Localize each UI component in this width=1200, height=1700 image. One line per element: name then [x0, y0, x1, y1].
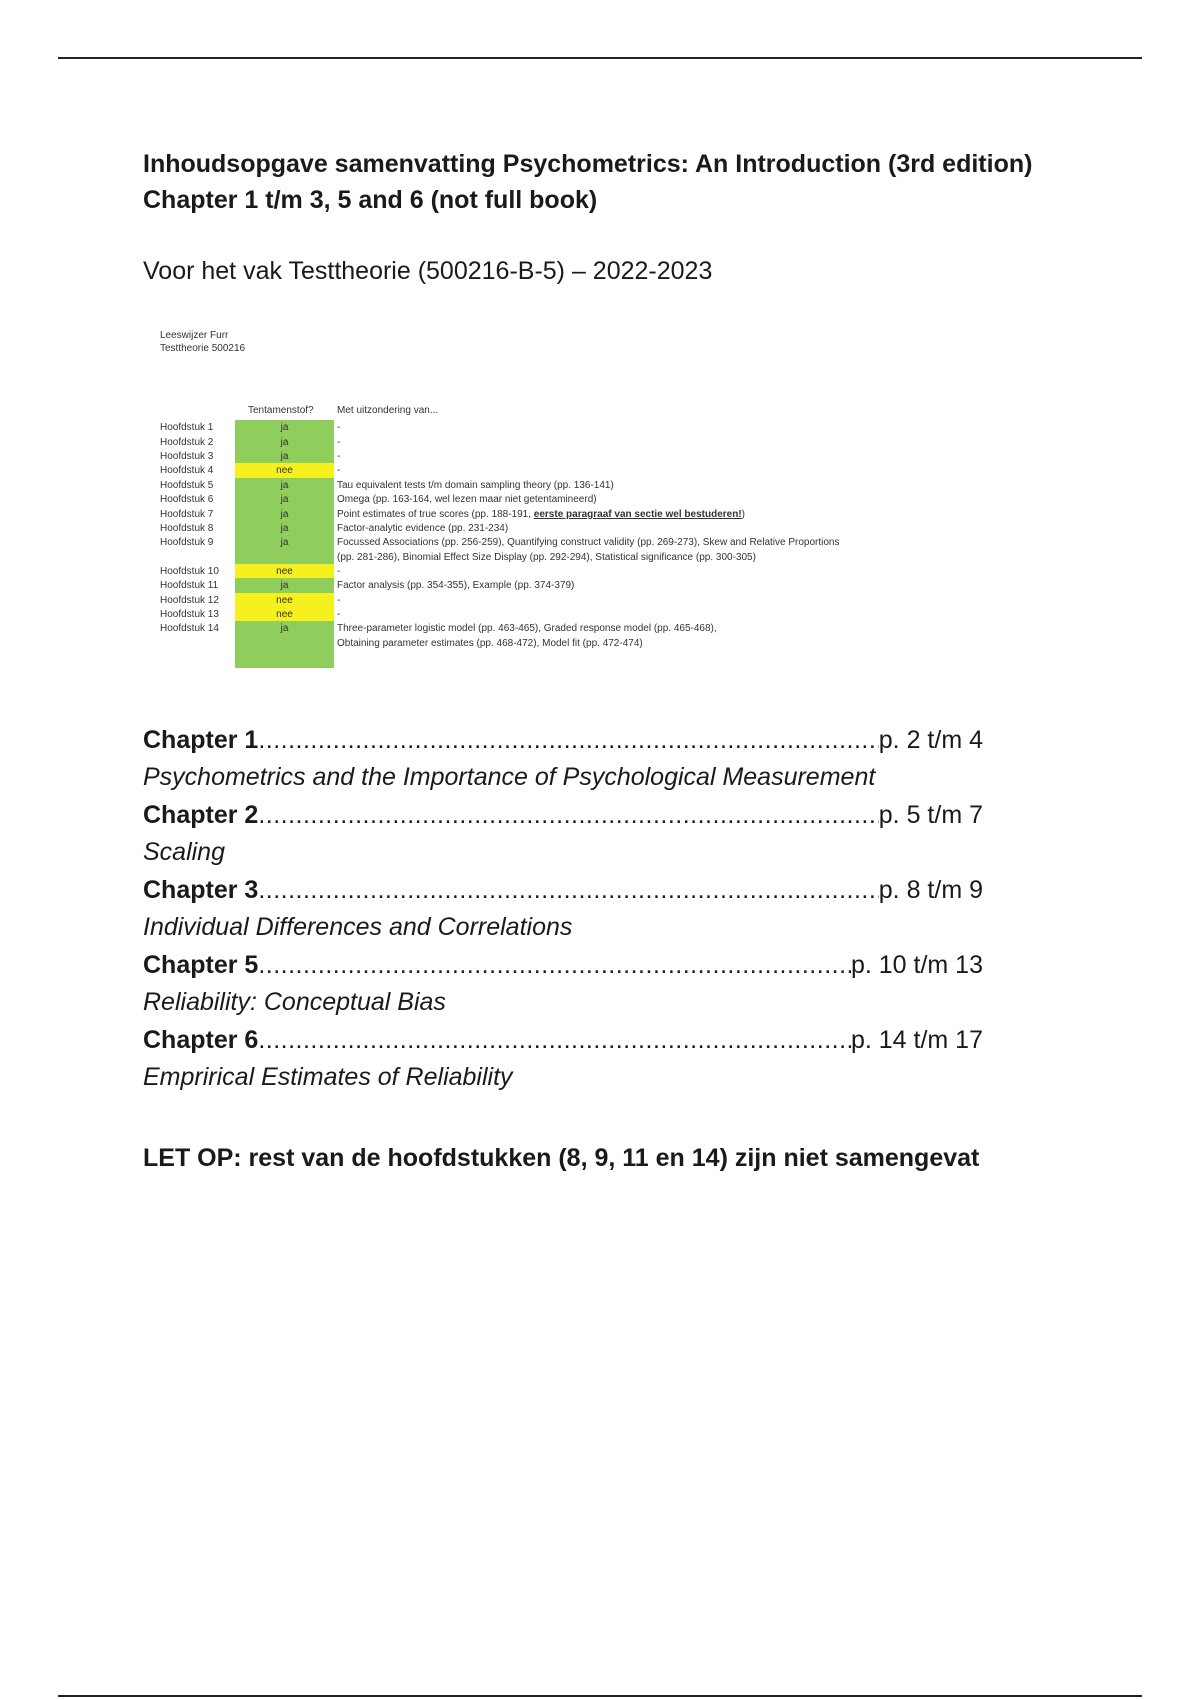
row-status: ja	[235, 492, 334, 507]
toc-entry	[143, 722, 983, 797]
sheet-header	[160, 329, 245, 355]
toc-pages: p. 10 t/m 13	[850, 951, 983, 979]
row-label: Hoofdstuk 9	[160, 537, 214, 548]
row-exception-text: -	[337, 465, 341, 476]
row-label: Hoofdstuk 4	[160, 465, 214, 476]
row-exception	[337, 578, 574, 593]
row-exception	[337, 449, 340, 464]
row-label: Hoofdstuk 12	[160, 595, 219, 606]
toc-leader-dots	[258, 947, 851, 984]
sheet-row	[160, 478, 900, 493]
row-label: Hoofdstuk 11	[160, 580, 219, 591]
sheet-row	[160, 492, 900, 507]
row-status: ja	[235, 578, 334, 593]
row-status: nee	[235, 564, 334, 579]
toc-pages: p. 14 t/m 17	[850, 1026, 983, 1054]
toc-chapter: Chapter 3	[143, 876, 259, 904]
row-exception	[337, 507, 745, 522]
sheet-row	[160, 564, 900, 579]
header-rule	[58, 57, 1142, 59]
row-status: nee	[235, 593, 334, 608]
row-label: Hoofdstuk 14	[160, 623, 219, 634]
row-exception-text: -	[337, 437, 341, 448]
toc-entry	[143, 872, 983, 947]
row-status: ja	[235, 420, 334, 435]
sheet-row	[160, 521, 900, 536]
row-label: Hoofdstuk 7	[160, 509, 214, 520]
footer-rule	[58, 1695, 1142, 1697]
row-status: ja	[235, 507, 334, 522]
row-exception-text: Focussed Associations (pp. 256-259), Quantifying construct validity (pp. 269-273), Skew and Relative Proportions	[337, 537, 840, 548]
row-label: Hoofdstuk 1	[160, 422, 214, 433]
row-exception-text: Omega (pp. 163-164, wel lezen maar niet getentamineerd)	[337, 494, 597, 505]
row-exception	[337, 420, 340, 435]
toc-entry	[143, 1022, 983, 1097]
toc-chapter: Chapter 1	[143, 726, 259, 754]
sheet-row	[160, 578, 900, 593]
row-exception	[337, 593, 340, 608]
row-status: nee	[235, 463, 334, 478]
row-exception	[337, 564, 340, 579]
row-status: ja	[235, 621, 334, 636]
toc-line	[143, 797, 983, 834]
sheet-row	[160, 463, 900, 478]
row-exception-emphasis: eerste paragraaf van sectie wel bestuderen!	[533, 509, 742, 520]
title-line-1: Inhoudsopgave samenvatting Psychometrics: An Introduction (3rd edition)	[143, 150, 1033, 178]
row-exception-text: -	[337, 609, 341, 620]
sheet-header-line-1: Leeswijzer Furr	[160, 330, 229, 341]
toc-chapter: Chapter 5	[143, 951, 259, 979]
toc-entry	[143, 947, 983, 1022]
row-status: ja	[235, 435, 334, 450]
sheet-row	[160, 535, 900, 563]
toc-leader-dots	[258, 872, 878, 909]
row-exception	[337, 521, 508, 536]
row-exception	[337, 463, 340, 478]
row-label: Hoofdstuk 13	[160, 609, 219, 620]
row-label: Hoofdstuk 8	[160, 523, 214, 534]
row-label: Hoofdstuk 6	[160, 494, 214, 505]
sheet-header-line-2: Testtheorie 500216	[160, 343, 246, 354]
sheet-row	[160, 420, 900, 435]
row-exception-text: -	[337, 451, 341, 462]
row-exception	[337, 621, 717, 636]
row-exception-text: Tau equivalent tests t/m domain sampling theory (pp. 136-141)	[337, 480, 614, 491]
row-exception-text: Point estimates of true scores (pp. 188-191,	[337, 509, 534, 520]
row-label: Hoofdstuk 5	[160, 480, 214, 491]
toc-chapter-title: Individual Differences and Correlations	[143, 913, 573, 941]
reading-guide-table	[160, 325, 900, 670]
row-status: ja	[235, 521, 334, 536]
row-exception-text: -	[337, 566, 341, 577]
toc-line	[143, 947, 983, 984]
row-exception-continued: Obtaining parameter estimates (pp. 468-472), Model fit (pp. 472-474)	[337, 638, 643, 649]
row-status: ja	[235, 449, 334, 464]
row-exception	[337, 492, 597, 507]
toc-pages: p. 5 t/m 7	[878, 801, 983, 829]
toc-chapter-title: Reliability: Conceptual Bias	[143, 988, 446, 1016]
toc-pages: p. 8 t/m 9	[878, 876, 983, 904]
toc-line	[143, 722, 983, 759]
row-exception-continued: (pp. 281-286), Binomial Effect Size Display (pp. 292-294), Statistical significance (pp. 300-305)	[337, 552, 756, 563]
table-of-contents	[143, 722, 983, 1097]
toc-chapter-title: Psychometrics and the Importance of Psychological Measurement	[143, 763, 876, 791]
column-header-except: Met uitzondering van...	[337, 405, 439, 416]
sheet-row	[160, 449, 900, 464]
toc-chapter: Chapter 6	[143, 1026, 259, 1054]
row-exception-text: -	[337, 422, 341, 433]
row-label: Hoofdstuk 3	[160, 451, 214, 462]
toc-leader-dots	[258, 797, 878, 834]
toc-line	[143, 1022, 983, 1059]
toc-chapter: Chapter 2	[143, 801, 259, 829]
course-subtitle: Voor het vak Testtheorie (500216-B-5) – 2022-2023	[143, 257, 713, 285]
row-exception-text: Factor analysis (pp. 354-355), Example (pp. 374-379)	[337, 580, 575, 591]
sheet-row	[160, 607, 900, 622]
sheet-row	[160, 435, 900, 450]
row-status: nee	[235, 607, 334, 622]
title-line-2: Chapter 1 t/m 3, 5 and 6 (not full book)	[143, 186, 598, 214]
notice: LET OP: rest van de hoofdstukken (8, 9, 11 en 14) zijn niet samengevat	[143, 1144, 980, 1172]
row-label: Hoofdstuk 2	[160, 437, 214, 448]
column-header-exam: Tentamenstof?	[248, 405, 314, 416]
toc-chapter-title: Scaling	[143, 838, 225, 866]
toc-entry	[143, 797, 983, 872]
sheet-row	[160, 593, 900, 608]
toc-pages: p. 2 t/m 4	[878, 726, 983, 754]
toc-line	[143, 872, 983, 909]
sheet-row	[160, 507, 900, 522]
row-status: ja	[235, 478, 334, 493]
document-title	[143, 146, 1032, 218]
toc-chapter-title: Emprirical Estimates of Reliability	[143, 1063, 513, 1091]
row-exception-text: Factor-analytic evidence (pp. 231-234)	[337, 523, 509, 534]
row-label: Hoofdstuk 10	[160, 566, 219, 577]
row-exception-text: Three-parameter logistic model (pp. 463-465), Graded response model (pp. 465-468),	[337, 623, 717, 634]
toc-leader-dots	[258, 1022, 851, 1059]
row-exception	[337, 607, 340, 622]
row-status: ja	[235, 535, 334, 550]
row-exception-tail: )	[741, 509, 745, 520]
row-exception	[337, 535, 840, 550]
row-exception	[337, 435, 340, 450]
row-exception	[337, 478, 614, 493]
sheet-row	[160, 621, 900, 649]
toc-leader-dots	[258, 722, 878, 759]
row-exception-text: -	[337, 595, 341, 606]
